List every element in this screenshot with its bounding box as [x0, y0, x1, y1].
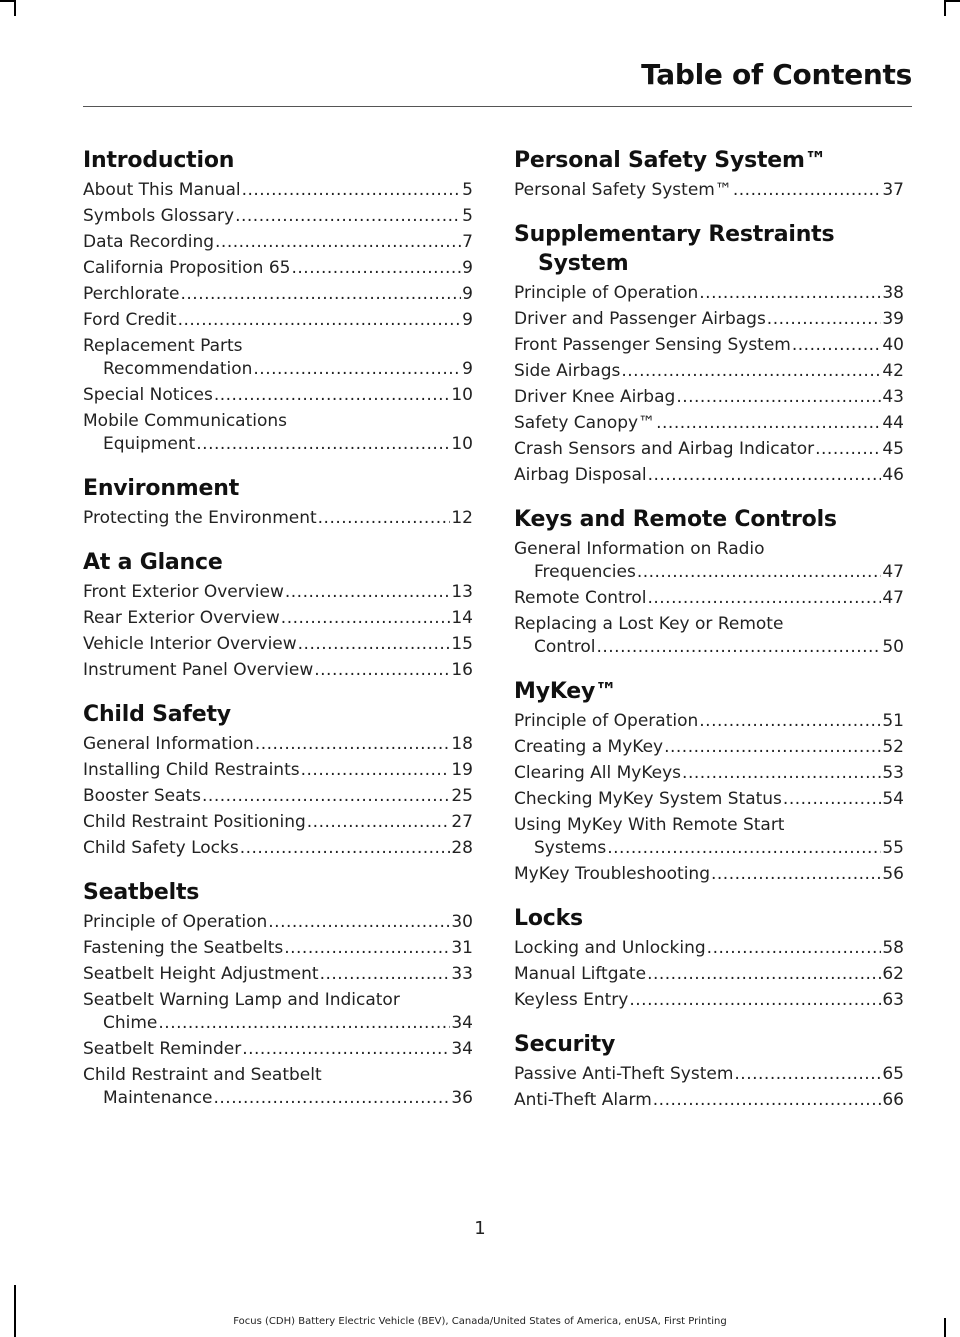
toc-entry-title-line1: General Information on Radio — [514, 539, 765, 559]
toc-entry-page: 9 — [462, 258, 473, 278]
page-number: 1 — [474, 1218, 486, 1239]
toc-entry[interactable] — [514, 179, 904, 202]
dot-leader — [240, 837, 451, 860]
toc-section — [83, 878, 473, 1110]
toc-entry[interactable] — [514, 282, 904, 305]
toc-entry-title: Child Safety Locks — [83, 838, 239, 858]
toc-entry[interactable] — [514, 989, 904, 1012]
dot-leader — [734, 1063, 881, 1086]
dot-leader — [621, 360, 881, 383]
dot-leader — [320, 963, 451, 986]
toc-entry-title: California Proposition 65 — [83, 258, 291, 278]
toc-entry-page: 34 — [451, 1039, 473, 1059]
toc-entry-title: Data Recording — [83, 232, 215, 252]
toc-entry-title: Clearing All MyKeys — [514, 763, 682, 783]
toc-entry[interactable] — [83, 759, 473, 782]
toc-entry-title-line1: Seatbelt Warning Lamp and Indicator — [83, 990, 400, 1010]
toc-entry[interactable] — [83, 179, 473, 202]
toc-entry-page: 19 — [451, 760, 473, 780]
dot-leader — [196, 433, 450, 456]
toc-section — [83, 146, 473, 456]
toc-entry-title: Driver and Passenger Airbags — [514, 309, 766, 329]
toc-entry[interactable] — [83, 335, 473, 381]
dot-leader — [596, 636, 881, 659]
section-heading-text: At a Glance — [83, 550, 223, 575]
toc-entry-title: Booster Seats — [83, 786, 202, 806]
toc-entry[interactable] — [514, 412, 904, 435]
toc-entry-page: 47 — [882, 588, 904, 608]
toc-entry[interactable] — [83, 1038, 473, 1061]
toc-entry-title: Side Airbags — [514, 361, 621, 381]
toc-entry-title: Symbols Glossary — [83, 206, 235, 226]
toc-entry[interactable] — [514, 587, 904, 610]
toc-entry-page: 36 — [451, 1088, 473, 1108]
toc-entry-page: 33 — [451, 964, 473, 984]
toc-entry[interactable] — [514, 334, 904, 357]
toc-entry[interactable] — [83, 811, 473, 834]
toc-entry-page: 28 — [451, 838, 473, 858]
toc-entry[interactable] — [514, 963, 904, 986]
crop-mark — [944, 0, 946, 16]
section-heading-text: Personal Safety System™ — [514, 148, 827, 173]
toc-entry-title: Installing Child Restraints — [83, 760, 300, 780]
toc-entry-title: Passive Anti-Theft System — [514, 1064, 734, 1084]
toc-entry-title: Equipment — [103, 434, 196, 454]
toc-entry-title: Fastening the Seatbelts — [83, 938, 284, 958]
toc-entry-page: 12 — [451, 508, 473, 528]
crop-mark — [14, 1285, 16, 1337]
toc-entry-page: 66 — [882, 1090, 904, 1110]
dot-leader — [301, 759, 451, 782]
section-heading-text: MyKey™ — [514, 679, 617, 704]
toc-section — [514, 677, 904, 886]
toc-entry-title: Anti-Theft Alarm — [514, 1090, 652, 1110]
toc-entry-title: Remote Control — [514, 588, 647, 608]
toc-entry-page: 39 — [882, 309, 904, 329]
toc-entry[interactable] — [514, 308, 904, 331]
toc-entry-title: Airbag Disposal — [514, 465, 647, 485]
section-heading — [514, 1030, 904, 1059]
toc-entry-page: 53 — [882, 763, 904, 783]
toc-entry-title: Principle of Operation — [514, 711, 699, 731]
toc-entry-title: Perchlorate — [83, 284, 180, 304]
toc-entry[interactable] — [514, 710, 904, 733]
toc-entry[interactable] — [514, 736, 904, 759]
toc-entry-page: 30 — [451, 912, 473, 932]
toc-entry-title: Checking MyKey System Status — [514, 789, 782, 809]
crop-mark — [944, 0, 960, 2]
toc-entry[interactable] — [83, 989, 473, 1035]
dot-leader — [291, 257, 461, 280]
toc-entry-page: 44 — [882, 413, 904, 433]
dot-leader — [284, 937, 450, 960]
dot-leader — [202, 785, 450, 808]
dot-leader — [253, 358, 461, 381]
section-heading-text: Supplementary Restraints — [514, 222, 835, 247]
toc-section — [514, 146, 904, 202]
toc-section — [514, 904, 904, 1012]
toc-entry-page: 14 — [451, 608, 473, 628]
toc-entry-title: Locking and Unlocking — [514, 938, 706, 958]
toc-entry[interactable] — [514, 438, 904, 461]
dot-leader — [676, 386, 881, 409]
toc-entry-title: Special Notices — [83, 385, 213, 405]
section-heading — [83, 146, 473, 175]
dot-leader — [213, 1087, 450, 1110]
dot-leader — [653, 1089, 882, 1112]
toc-entry-title: Child Restraint Positioning — [83, 812, 306, 832]
toc-entry-title-line1: Child Restraint and Seatbelt — [83, 1065, 322, 1085]
dot-leader — [707, 937, 882, 960]
toc-entry[interactable] — [83, 1064, 473, 1110]
section-heading — [83, 548, 473, 577]
toc-section — [514, 220, 904, 487]
toc-entry-page: 27 — [451, 812, 473, 832]
toc-entry-page: 9 — [462, 284, 473, 304]
toc-entry-page: 5 — [462, 180, 473, 200]
toc-entry[interactable] — [83, 937, 473, 960]
toc-entry-title: Seatbelt Reminder — [83, 1039, 242, 1059]
toc-entry-title: Seatbelt Height Adjustment — [83, 964, 319, 984]
toc-entry-title-line1: Mobile Communications — [83, 411, 288, 431]
section-heading — [514, 505, 904, 534]
toc-entry-page: 13 — [451, 582, 473, 602]
toc-entry-title: MyKey Troubleshooting — [514, 864, 710, 884]
toc-entry[interactable] — [83, 785, 473, 808]
page-title: Table of Contents — [641, 58, 912, 91]
toc-entry[interactable] — [83, 231, 473, 254]
toc-entry-title: Driver Knee Airbag — [514, 387, 676, 407]
dot-leader — [285, 581, 450, 604]
toc-entry-page: 43 — [882, 387, 904, 407]
toc-entry-title: Creating a MyKey — [514, 737, 664, 757]
dot-leader — [215, 231, 461, 254]
toc-entry-page: 10 — [451, 385, 473, 405]
toc-entry[interactable] — [83, 963, 473, 986]
toc-entry[interactable] — [514, 814, 904, 860]
dot-leader — [178, 309, 462, 332]
dot-leader — [783, 788, 881, 811]
dot-leader — [656, 412, 881, 435]
section-heading-text-continued: System — [538, 251, 629, 276]
toc-entry[interactable] — [83, 384, 473, 407]
toc-entry-title: Maintenance — [103, 1088, 213, 1108]
toc-entry-title: Personal Safety System™ — [514, 180, 732, 200]
toc-right-column — [514, 146, 904, 1130]
toc-entry-page: 40 — [882, 335, 904, 355]
dot-leader — [314, 659, 450, 682]
toc-entry-title: Front Exterior Overview — [83, 582, 284, 602]
section-heading — [514, 904, 904, 933]
toc-section — [83, 474, 473, 530]
toc-left-column — [83, 146, 473, 1128]
toc-entry-page: 46 — [882, 465, 904, 485]
dot-leader — [318, 507, 451, 530]
toc-entry[interactable] — [83, 607, 473, 630]
section-heading-text: Seatbelts — [83, 880, 200, 905]
toc-entry-page: 10 — [451, 434, 473, 454]
dot-leader — [792, 334, 881, 357]
section-heading-text: Environment — [83, 476, 240, 501]
section-heading — [83, 474, 473, 503]
dot-leader — [682, 762, 881, 785]
dot-leader — [767, 308, 882, 331]
toc-entry-page: 5 — [462, 206, 473, 226]
dot-leader — [235, 205, 461, 228]
toc-entry-page: 51 — [882, 711, 904, 731]
toc-entry[interactable] — [514, 937, 904, 960]
toc-entry-title: Ford Credit — [83, 310, 177, 330]
toc-entry-title: Frequencies — [534, 562, 636, 582]
toc-entry[interactable] — [83, 410, 473, 456]
toc-entry-page: 34 — [451, 1013, 473, 1033]
toc-entry-page: 9 — [462, 359, 473, 379]
dot-leader — [298, 633, 451, 656]
toc-entry[interactable] — [83, 733, 473, 756]
toc-entry[interactable] — [514, 360, 904, 383]
toc-entry-page: 38 — [882, 283, 904, 303]
toc-section — [514, 1030, 904, 1112]
toc-entry-page: 18 — [451, 734, 473, 754]
toc-entry-title: Keyless Entry — [514, 990, 629, 1010]
toc-entry-title-line1: Replacing a Lost Key or Remote — [514, 614, 784, 634]
toc-section — [514, 505, 904, 659]
toc-entry[interactable] — [514, 788, 904, 811]
dot-leader — [733, 179, 882, 202]
section-heading — [83, 700, 473, 729]
dot-leader — [815, 438, 881, 461]
toc-entry-title: Systems — [534, 838, 607, 858]
header-divider — [83, 106, 912, 107]
toc-entry-page: 15 — [451, 634, 473, 654]
section-heading-text: Keys and Remote Controls — [514, 507, 837, 532]
toc-entry[interactable] — [83, 581, 473, 604]
toc-entry-page: 62 — [882, 964, 904, 984]
toc-entry-title: Front Passenger Sensing System — [514, 335, 791, 355]
toc-entry-page: 7 — [462, 232, 473, 252]
toc-entry[interactable] — [514, 1089, 904, 1112]
dot-leader — [637, 561, 882, 584]
section-heading — [514, 220, 904, 278]
dot-leader — [268, 911, 450, 934]
toc-section — [83, 700, 473, 860]
toc-entry-title: Instrument Panel Overview — [83, 660, 314, 680]
toc-entry[interactable] — [83, 205, 473, 228]
toc-entry-page: 50 — [882, 637, 904, 657]
toc-entry[interactable] — [83, 283, 473, 306]
section-heading-text: Locks — [514, 906, 583, 931]
toc-entry-page: 56 — [882, 864, 904, 884]
toc-entry-page: 55 — [882, 838, 904, 858]
toc-entry-title: Control — [534, 637, 596, 657]
footer-text: Focus (CDH) Battery Electric Vehicle (BEV), Canada/United States of America, enUSA, First Printing — [233, 1316, 727, 1327]
section-heading-text: Child Safety — [83, 702, 231, 727]
dot-leader — [607, 837, 881, 860]
section-heading-text: Security — [514, 1032, 616, 1057]
dot-leader — [307, 811, 451, 834]
section-heading — [83, 878, 473, 907]
toc-entry-title-line1: Replacement Parts — [83, 336, 243, 356]
dot-leader — [629, 989, 881, 1012]
toc-entry[interactable] — [83, 257, 473, 280]
dot-leader — [242, 1038, 450, 1061]
toc-entry-title: Crash Sensors and Airbag Indicator — [514, 439, 815, 459]
toc-entry-page: 9 — [462, 310, 473, 330]
toc-entry-title: Vehicle Interior Overview — [83, 634, 297, 654]
toc-entry-title: Protecting the Environment — [83, 508, 317, 528]
dot-leader — [181, 283, 462, 306]
toc-entry[interactable] — [514, 863, 904, 886]
dot-leader — [647, 963, 881, 986]
toc-entry-page: 58 — [882, 938, 904, 958]
toc-section — [83, 548, 473, 682]
section-heading — [514, 677, 904, 706]
dot-leader — [711, 863, 881, 886]
toc-entry-page: 42 — [882, 361, 904, 381]
toc-entry[interactable] — [83, 507, 473, 530]
toc-entry-page: 16 — [451, 660, 473, 680]
toc-entry-page: 47 — [882, 562, 904, 582]
dot-leader — [214, 384, 451, 407]
dot-leader — [699, 282, 881, 305]
toc-entry[interactable] — [514, 464, 904, 487]
dot-leader — [699, 710, 881, 733]
toc-entry-page: 63 — [882, 990, 904, 1010]
toc-entry-title: Recommendation — [103, 359, 253, 379]
dot-leader — [648, 464, 882, 487]
dot-leader — [647, 587, 881, 610]
toc-entry-title: Safety Canopy™ — [514, 413, 656, 433]
dot-leader — [255, 733, 451, 756]
toc-entry[interactable] — [514, 1063, 904, 1086]
toc-entry-page: 54 — [882, 789, 904, 809]
toc-entry-page: 25 — [451, 786, 473, 806]
toc-entry-title-line1: Using MyKey With Remote Start — [514, 815, 785, 835]
toc-entry-title: About This Manual — [83, 180, 241, 200]
toc-entry[interactable] — [514, 762, 904, 785]
toc-entry-title: Chime — [103, 1013, 158, 1033]
dot-leader — [664, 736, 881, 759]
crop-mark — [14, 0, 16, 16]
toc-entry-page: 65 — [882, 1064, 904, 1084]
toc-entry-page: 52 — [882, 737, 904, 757]
toc-entry-title: Rear Exterior Overview — [83, 608, 280, 628]
toc-entry[interactable] — [83, 309, 473, 332]
toc-entry[interactable] — [514, 386, 904, 409]
dot-leader — [158, 1012, 450, 1035]
toc-entry-page: 45 — [882, 439, 904, 459]
dot-leader — [281, 607, 451, 630]
toc-entry-title: Manual Liftgate — [514, 964, 647, 984]
toc-entry[interactable] — [83, 911, 473, 934]
toc-entry[interactable] — [83, 837, 473, 860]
toc-entry[interactable] — [514, 538, 904, 584]
toc-entry[interactable] — [83, 633, 473, 656]
dot-leader — [242, 179, 462, 202]
toc-entry[interactable] — [514, 613, 904, 659]
toc-entry-title: Principle of Operation — [514, 283, 699, 303]
section-heading — [514, 146, 904, 175]
toc-entry-title: Principle of Operation — [83, 912, 268, 932]
toc-entry-page: 31 — [451, 938, 473, 958]
section-heading-text: Introduction — [83, 148, 235, 173]
toc-entry[interactable] — [83, 659, 473, 682]
toc-entry-title: General Information — [83, 734, 254, 754]
toc-entry-page: 37 — [882, 180, 904, 200]
